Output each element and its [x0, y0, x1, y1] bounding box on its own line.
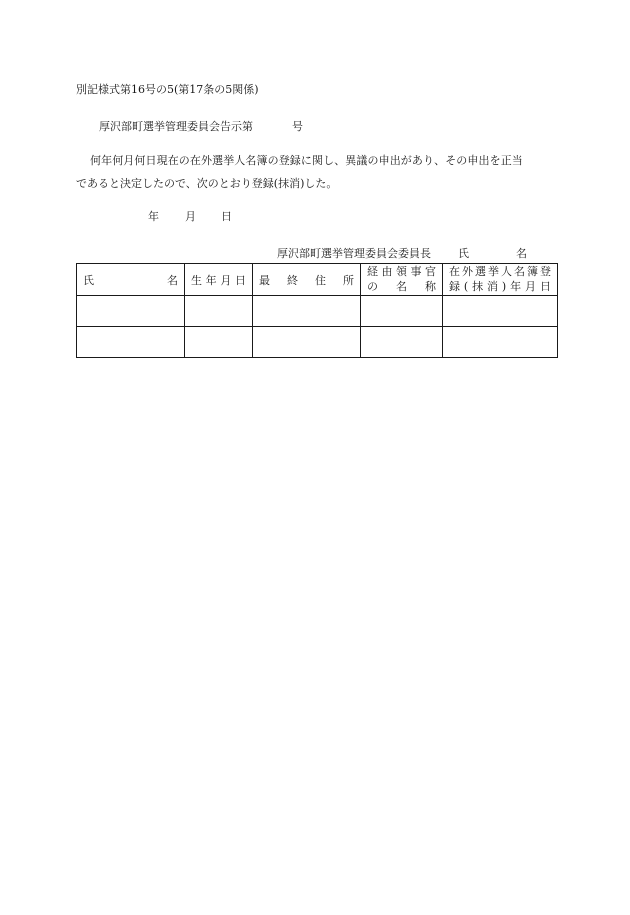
header-registration-char: 外	[462, 264, 473, 278]
header-consulate-name	[361, 264, 443, 296]
header-consulate-char: の	[367, 279, 378, 293]
cell-last-address[interactable]	[253, 327, 361, 358]
header-birthdate-char: 生	[191, 273, 202, 287]
header-consulate-char: 由	[381, 264, 393, 278]
chairman-name-label-surname: 氏	[458, 247, 469, 260]
header-consulate-char: 称	[425, 279, 436, 293]
header-name	[77, 264, 185, 296]
header-address-char: 住	[315, 273, 326, 287]
header-registration-char: 人	[501, 264, 512, 278]
header-consulate-char: 名	[396, 279, 407, 293]
cell-name[interactable]	[77, 296, 185, 327]
header-registration-char: 選	[475, 264, 486, 278]
header-registration-char: 日	[539, 279, 551, 293]
header-birthdate	[185, 264, 253, 296]
date-day-label: 日	[221, 210, 232, 223]
body-text-line-2: であると決定したので、次のとおり登録(抹消)した。	[76, 177, 338, 190]
header-registration-char: 登	[540, 264, 551, 278]
header-registration-char: 消	[487, 279, 499, 293]
header-registration-char: 簿	[527, 264, 538, 278]
header-name-char: 氏	[83, 273, 94, 287]
table-row	[77, 296, 558, 327]
chairman-title: 厚沢部町選挙管理委員会委員長	[277, 247, 431, 260]
header-registration-char: 月	[525, 279, 537, 293]
header-birthdate-char: 年	[205, 273, 217, 287]
header-registration-char: 年	[510, 279, 522, 293]
header-consulate-char: 事	[410, 264, 422, 278]
notice-title: 厚沢部町選挙管理委員会告示第	[99, 120, 253, 133]
header-consulate-char: 領	[396, 264, 407, 278]
cell-last-address[interactable]	[253, 296, 361, 327]
header-birthdate-char: 日	[234, 273, 246, 287]
header-address-char: 終	[287, 273, 298, 287]
form-label: 別記様式第16号の5(第17条の5関係)	[76, 83, 259, 96]
cell-name[interactable]	[77, 327, 185, 358]
cell-consulate-name[interactable]	[361, 296, 443, 327]
header-registration-date	[443, 264, 558, 296]
header-birthdate-char: 月	[220, 273, 232, 287]
notice-number-suffix: 号	[292, 120, 303, 133]
cell-registration-date[interactable]	[443, 296, 558, 327]
header-last-address	[253, 264, 361, 296]
header-registration-char: 抹	[472, 279, 484, 293]
cell-birthdate[interactable]	[185, 296, 253, 327]
header-address-char: 最	[259, 273, 270, 287]
table-header-row	[77, 264, 558, 296]
header-name-char: 名	[167, 273, 178, 287]
header-registration-char: 在	[449, 264, 460, 278]
header-address-char: 所	[343, 273, 354, 287]
header-registration-char: (	[463, 279, 469, 293]
header-registration-char: 名	[514, 264, 525, 278]
table-row	[77, 327, 558, 358]
register-table	[76, 263, 558, 358]
date-month-label: 月	[185, 210, 196, 223]
header-registration-char: )	[501, 279, 507, 293]
header-registration-char: 録	[449, 279, 460, 293]
cell-consulate-name[interactable]	[361, 327, 443, 358]
header-consulate-char: 官	[425, 264, 436, 278]
cell-birthdate[interactable]	[185, 327, 253, 358]
cell-registration-date[interactable]	[443, 327, 558, 358]
chairman-name-label-given: 名	[516, 247, 527, 260]
header-registration-char: 挙	[488, 264, 499, 278]
body-text-line-1: 何年何月何日現在の在外選挙人名簿の登録に関し、異議の申出があり、その申出を正当	[90, 154, 523, 167]
header-consulate-char: 経	[367, 264, 378, 278]
date-year-label: 年	[148, 210, 159, 223]
